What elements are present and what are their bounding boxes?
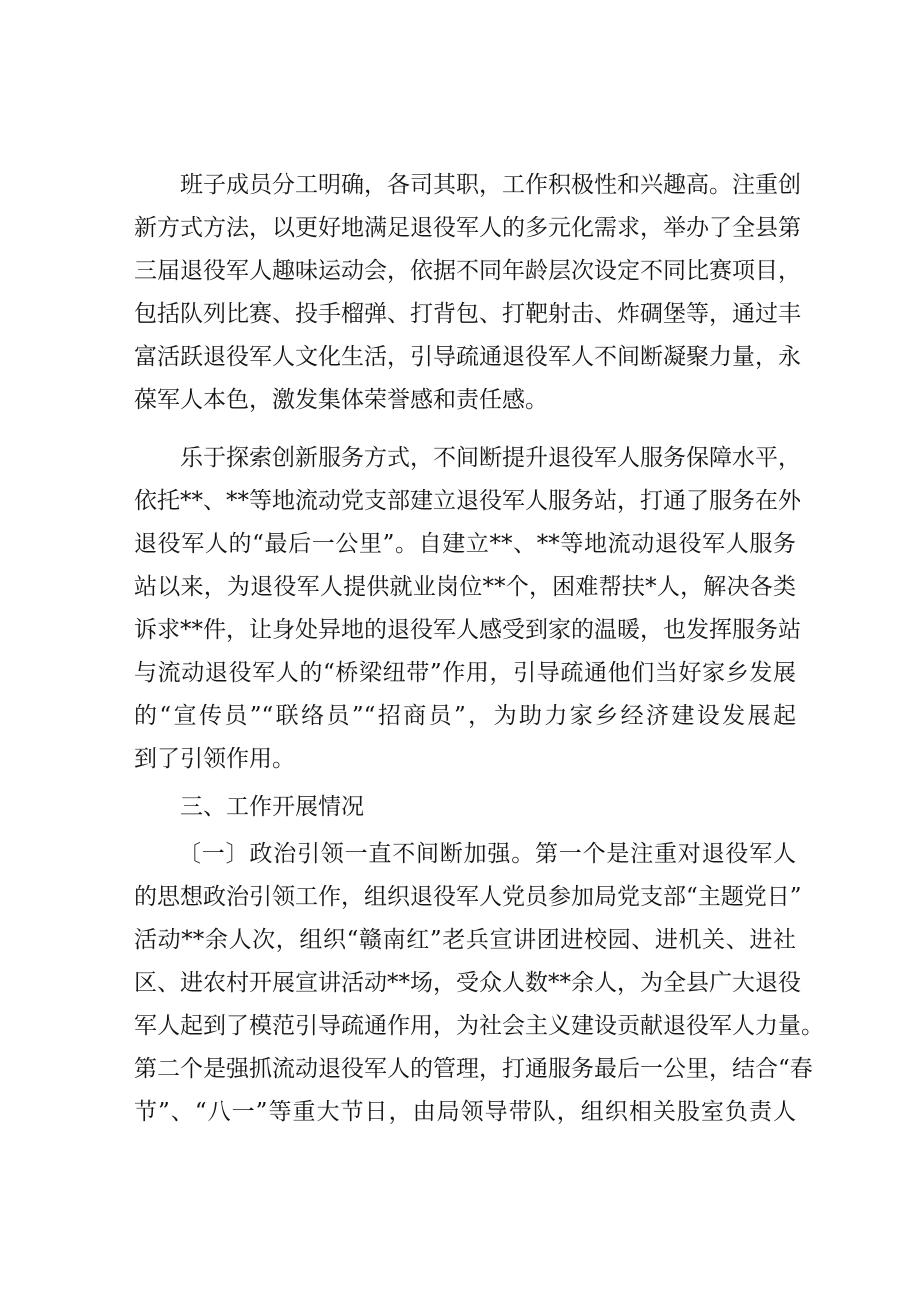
text-line: 依托**、**等地流动党支部建立退役军人服务站，打通了服务在外 — [134, 488, 801, 514]
text-line: 〔一〕政治引领一直不间断加强。第一个是注重对退役军人 — [178, 841, 796, 867]
text-line: 新方式方法，以更好地满足退役军人的多元化需求，举办了全县第 — [134, 215, 801, 241]
text-line: 包括队列比赛、投手榴弹、打背包、打靶射击、炸碉堡等，通过丰 — [134, 301, 801, 327]
text-line: 的思想政治引领工作，组织退役军人党员参加局党支部“主题党日” — [134, 884, 802, 910]
text-line: 节”、“八一”等重大节日，由局领导带队，组织相关股室负责人 — [134, 1099, 796, 1125]
text-line: 富活跃退役军人文化生活，引导疏通退役军人不间断凝聚力量，永 — [134, 344, 801, 370]
text-line: 到了引领作用。 — [134, 746, 295, 772]
section-heading: 三、工作开展情况 — [180, 794, 364, 820]
text-line: 与流动退役军人的“桥梁纽带”作用，引导疏通他们当好家乡发展 — [134, 660, 796, 686]
text-line: 区、进农村开展宣讲活动**场，受众人数**余人，为全县广大退役 — [134, 970, 801, 996]
text-line: 站以来，为退役军人提供就业岗位**个，困难帮扶*人，解决各类 — [134, 574, 796, 600]
text-line: 退役军人的“最后一公里”。自建立**、**等地流动退役军人服务 — [134, 531, 796, 557]
text-line: 军人起到了模范引导疏通作用，为社会主义建设贡献退役军人力量。 — [134, 1013, 824, 1039]
text-line: 诉求**件，让身处异地的退役军人感受到家的温暖，也发挥服务站 — [134, 617, 801, 643]
text-line: 葆军人本色，激发集体荣誉感和责任感。 — [134, 387, 548, 413]
text-line: 第二个是强抓流动退役军人的管理，打通服务最后一公里，结合“春 — [134, 1056, 813, 1082]
text-line: 班子成员分工明确，各司其职，工作积极性和兴趣高。注重创 — [180, 172, 801, 198]
text-line: 乐于探索创新服务方式，不间断提升退役军人服务保障水平， — [180, 445, 801, 471]
text-line: 三届退役军人趣味运动会，依据不同年龄层次设定不同比赛项目， — [134, 258, 801, 284]
text-line: 的“宣传员”“联络员”“招商员”，为助力家乡经济建设发展起 — [134, 703, 796, 729]
text-line: 活动**余人次，组织“赣南红”老兵宣讲团进校园、进机关、进社 — [134, 927, 796, 953]
